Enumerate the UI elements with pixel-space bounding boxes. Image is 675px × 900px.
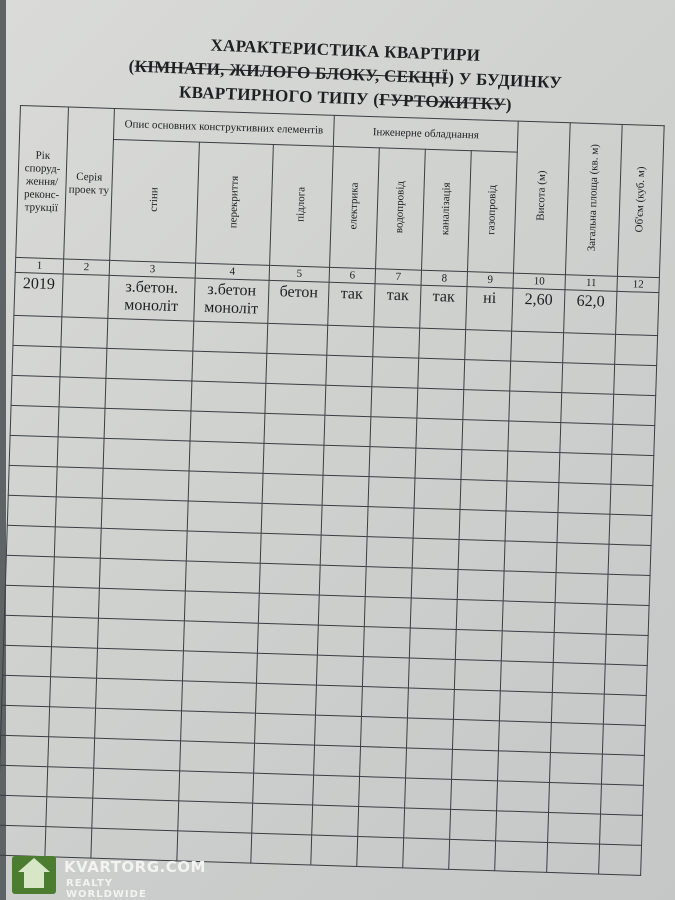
empty-cell <box>548 812 601 844</box>
empty-cell <box>599 844 642 875</box>
empty-cell <box>551 693 604 725</box>
empty-cell <box>510 361 563 393</box>
empty-cell <box>412 538 459 569</box>
empty-cell <box>455 629 502 660</box>
header-sewer: каналізація <box>422 149 472 271</box>
empty-cell <box>602 724 645 755</box>
empty-cell <box>326 355 373 386</box>
column-number: 6 <box>329 267 375 283</box>
empty-cell <box>103 438 190 471</box>
header-engineering-group: Інженерне обладнання <box>333 115 518 152</box>
empty-cell <box>372 357 419 388</box>
column-number: 8 <box>421 270 467 286</box>
empty-cell <box>105 378 192 411</box>
empty-cell <box>453 719 500 750</box>
header-flooring: підлога <box>270 144 334 267</box>
column-number: 12 <box>617 276 659 292</box>
cell-floors-ceilings: з.бетон моноліт <box>194 278 269 323</box>
empty-cell <box>453 689 500 720</box>
empty-cell <box>322 475 369 506</box>
cell-flooring: бетон <box>268 280 329 325</box>
empty-cell <box>321 505 368 536</box>
header-gas: газопровід <box>468 151 518 273</box>
empty-cell <box>461 450 508 481</box>
empty-cell <box>1 705 50 736</box>
empty-cell <box>563 333 616 365</box>
empty-cell <box>319 565 366 596</box>
empty-cell <box>362 657 409 688</box>
header-year: Рік споруд-ження/ реконс-трукції <box>16 106 69 259</box>
header-series: Серія проек ту <box>64 107 115 260</box>
empty-cell <box>406 748 453 779</box>
empty-cell <box>413 508 460 539</box>
empty-cell <box>508 421 561 453</box>
empty-cell <box>4 615 53 646</box>
empty-cell <box>184 591 259 623</box>
empty-cell <box>0 735 49 766</box>
empty-cell <box>101 498 188 531</box>
empty-cell <box>458 540 505 571</box>
empty-cell <box>600 814 643 845</box>
empty-cell <box>97 648 184 681</box>
empty-cell <box>52 587 99 618</box>
empty-cell <box>267 323 328 355</box>
blank-rows <box>0 315 658 875</box>
empty-cell <box>262 473 323 505</box>
empty-cell <box>179 771 254 803</box>
empty-cell <box>48 737 95 768</box>
empty-cell <box>59 377 106 408</box>
empty-cell <box>97 618 184 651</box>
struck-text: ГУРТОЖИТКУ <box>378 90 507 114</box>
empty-cell <box>418 358 465 389</box>
empty-cell <box>187 501 262 533</box>
empty-cell <box>13 315 62 346</box>
characteristics-table-wrapper <box>0 105 664 825</box>
empty-cell <box>503 571 556 603</box>
empty-cell <box>369 447 416 478</box>
empty-cell <box>370 417 417 448</box>
empty-cell <box>8 465 57 496</box>
empty-cell <box>50 677 97 708</box>
empty-cell <box>615 334 658 365</box>
empty-cell <box>256 683 317 715</box>
empty-cell <box>55 497 102 528</box>
empty-cell <box>178 801 253 833</box>
empty-cell <box>190 411 265 443</box>
empty-cell <box>611 454 654 485</box>
column-number: 11 <box>565 275 617 292</box>
empty-cell <box>549 782 602 814</box>
empty-cell <box>411 568 458 599</box>
empty-cell <box>313 775 360 806</box>
empty-cell <box>102 468 189 501</box>
empty-cell <box>498 751 551 783</box>
empty-cell <box>100 528 187 561</box>
document-title-line-1: ХАРАКТЕРИСТИКА КВАРТИРИ <box>210 35 481 65</box>
empty-cell <box>559 453 612 485</box>
empty-cell <box>464 360 511 391</box>
empty-cell <box>457 569 504 600</box>
empty-cell <box>2 675 51 706</box>
column-number: 5 <box>269 265 329 282</box>
empty-cell <box>407 688 454 719</box>
empty-cell <box>6 525 55 556</box>
empty-cell <box>4 585 53 616</box>
empty-cell <box>192 351 267 383</box>
empty-cell <box>452 749 499 780</box>
empty-cell <box>186 531 261 563</box>
empty-cell <box>501 631 554 663</box>
empty-cell <box>357 836 404 867</box>
empty-cell <box>46 797 93 828</box>
empty-cell <box>604 664 647 695</box>
empty-cell <box>93 768 180 801</box>
cell-total-area: 62,0 <box>564 290 617 335</box>
empty-cell <box>419 328 466 359</box>
empty-cell <box>561 393 614 425</box>
cell-series <box>62 274 109 318</box>
empty-cell <box>451 779 498 810</box>
empty-cell <box>5 555 54 586</box>
empty-cell <box>358 806 405 837</box>
empty-cell <box>364 597 411 628</box>
empty-cell <box>49 707 96 738</box>
empty-cell <box>408 658 455 689</box>
empty-cell <box>260 533 321 565</box>
column-number: 7 <box>375 269 421 285</box>
empty-cell <box>255 713 316 745</box>
empty-cell <box>51 617 98 648</box>
header-total-area: Загальна площа (кв. м) <box>565 123 622 277</box>
cell-electric: так <box>328 282 375 326</box>
empty-cell <box>366 537 413 568</box>
empty-cell <box>602 754 645 785</box>
empty-cell <box>417 388 464 419</box>
empty-cell <box>371 387 418 418</box>
cell-year: 2019 <box>14 272 63 316</box>
empty-cell <box>555 573 608 605</box>
empty-cell <box>318 595 365 626</box>
empty-cell <box>507 451 560 483</box>
empty-cell <box>11 375 60 406</box>
empty-cell <box>104 408 191 441</box>
empty-cell <box>410 598 457 629</box>
empty-cell <box>325 385 372 416</box>
cell-height: 2,60 <box>512 288 565 333</box>
empty-cell <box>502 601 555 633</box>
empty-cell <box>12 345 61 376</box>
empty-cell <box>106 348 193 381</box>
empty-cell <box>320 535 367 566</box>
empty-cell <box>193 321 268 353</box>
empty-cell <box>9 435 58 466</box>
document-page <box>6 0 675 900</box>
cell-water: так <box>374 284 421 328</box>
header-height: Висота (м) <box>514 121 571 275</box>
empty-cell <box>496 811 549 843</box>
empty-cell <box>415 448 462 479</box>
empty-cell <box>550 722 603 754</box>
empty-cell <box>256 653 317 685</box>
empty-cell <box>253 773 314 805</box>
empty-cell <box>500 661 553 693</box>
empty-cell <box>610 484 653 515</box>
empty-cell <box>553 633 606 665</box>
cell-sewer: так <box>420 285 467 329</box>
header-electric: електрика <box>330 146 380 268</box>
empty-cell <box>498 721 551 753</box>
cell-volume <box>616 291 659 335</box>
empty-cell <box>606 604 649 635</box>
empty-cell <box>367 507 414 538</box>
empty-cell <box>254 743 315 775</box>
empty-cell <box>56 467 103 498</box>
empty-cell <box>92 798 179 831</box>
cell-walls: з.бетон. моноліт <box>108 275 195 321</box>
empty-cell <box>107 318 194 351</box>
empty-cell <box>251 833 312 865</box>
empty-cell <box>57 437 104 468</box>
empty-cell <box>614 364 657 395</box>
empty-cell <box>605 634 648 665</box>
cell-gas: ні <box>466 287 513 331</box>
empty-cell <box>96 678 183 711</box>
empty-cell <box>414 478 461 509</box>
empty-cell <box>504 541 557 573</box>
watermark <box>8 852 206 900</box>
empty-cell <box>189 441 264 473</box>
empty-cell <box>188 471 263 503</box>
empty-cell <box>450 809 497 840</box>
empty-cell <box>368 477 415 508</box>
empty-cell <box>182 681 257 713</box>
empty-cell <box>94 738 181 771</box>
empty-cell <box>312 805 359 836</box>
empty-cell <box>511 331 564 363</box>
struck-text: КІМНАТИ, ЖИЛОГО БЛОКУ, СЕКЦІЇ <box>134 56 449 88</box>
empty-cell <box>323 445 370 476</box>
empty-cell <box>506 481 559 513</box>
empty-cell <box>324 415 371 446</box>
empty-cell <box>54 527 101 558</box>
empty-cell <box>316 655 363 686</box>
empty-cell <box>266 353 327 385</box>
empty-cell <box>0 765 48 796</box>
empty-cell <box>180 741 255 773</box>
empty-cell <box>327 325 374 356</box>
column-number: 10 <box>513 273 565 290</box>
empty-cell <box>182 651 257 683</box>
empty-cell <box>556 543 609 575</box>
document-title-line-3: КВАРТИРНОГО ТИПУ (ГУРТОЖИТКУ) <box>178 82 513 115</box>
empty-cell <box>557 513 610 545</box>
empty-cell <box>60 347 107 378</box>
empty-cell <box>601 784 644 815</box>
empty-cell <box>607 574 650 605</box>
empty-cell <box>552 663 605 695</box>
header-volume: Об'єм (куб. м) <box>617 124 664 277</box>
empty-cell <box>403 838 450 869</box>
empty-cell <box>359 776 406 807</box>
empty-cell <box>311 835 358 866</box>
empty-cell <box>98 588 185 621</box>
empty-cell <box>562 363 615 395</box>
empty-cell <box>456 599 503 630</box>
empty-cell <box>550 752 603 784</box>
empty-cell <box>459 510 506 541</box>
empty-cell <box>560 423 613 455</box>
watermark-tagline: REALTY WORLDWIDE <box>66 878 147 900</box>
empty-cell <box>509 391 562 423</box>
empty-cell <box>263 443 324 475</box>
empty-cell <box>10 405 59 436</box>
empty-cell <box>465 330 512 361</box>
house-icon <box>12 856 56 894</box>
column-number: 1 <box>15 257 63 274</box>
empty-cell <box>58 407 105 438</box>
empty-cell <box>613 394 656 425</box>
empty-cell <box>373 327 420 358</box>
watermark-brand: KVARTORG.COM <box>64 858 206 876</box>
empty-cell <box>363 627 410 658</box>
empty-cell <box>0 795 47 826</box>
empty-cell <box>265 383 326 415</box>
empty-cell <box>361 687 408 718</box>
empty-cell <box>554 603 607 635</box>
empty-cell <box>361 717 408 748</box>
empty-cell <box>317 625 364 656</box>
empty-cell <box>603 694 646 725</box>
column-number: 4 <box>195 263 269 280</box>
empty-cell <box>314 745 361 776</box>
header-floors-ceilings: перекриття <box>196 142 274 265</box>
column-number: 9 <box>467 272 513 288</box>
empty-cell <box>95 708 182 741</box>
column-number: 2 <box>63 259 109 275</box>
empty-cell <box>547 842 600 874</box>
empty-cell <box>185 561 260 593</box>
header-walls: стіни <box>110 139 200 263</box>
empty-cell <box>264 413 325 445</box>
empty-cell <box>257 623 318 655</box>
empty-cell <box>505 511 558 543</box>
empty-cell <box>360 747 407 778</box>
empty-cell <box>315 715 362 746</box>
empty-cell <box>3 645 52 676</box>
characteristics-table <box>0 105 665 876</box>
empty-cell <box>454 659 501 690</box>
empty-cell <box>612 424 655 455</box>
empty-cell <box>409 628 456 659</box>
empty-cell <box>47 767 94 798</box>
empty-cell <box>609 514 652 545</box>
empty-cell <box>183 621 258 653</box>
empty-cell <box>181 711 256 743</box>
empty-cell <box>497 781 550 813</box>
empty-cell <box>558 483 611 515</box>
empty-cell <box>416 418 463 449</box>
empty-cell <box>61 317 108 348</box>
column-number: 3 <box>109 260 195 278</box>
empty-cell <box>460 480 507 511</box>
empty-cell <box>608 544 651 575</box>
empty-cell <box>99 558 186 591</box>
empty-cell <box>405 778 452 809</box>
empty-cell <box>495 841 548 873</box>
empty-cell <box>261 503 322 535</box>
empty-cell <box>365 567 412 598</box>
empty-cell <box>499 691 552 723</box>
empty-cell <box>407 718 454 749</box>
empty-cell <box>316 685 363 716</box>
empty-cell <box>449 839 496 870</box>
empty-cell <box>462 420 509 451</box>
empty-cell <box>51 647 98 678</box>
empty-cell <box>53 557 100 588</box>
empty-cell <box>7 495 56 526</box>
empty-cell <box>404 808 451 839</box>
empty-cell <box>463 390 510 421</box>
empty-cell <box>191 381 266 413</box>
document-title-line-2: (КІМНАТИ, ЖИЛОГО БЛОКУ, СЕКЦІЇ) У БУДИНКУ <box>128 56 563 93</box>
empty-cell <box>259 563 320 595</box>
header-water: водопровід <box>376 148 426 270</box>
empty-cell <box>258 593 319 625</box>
header-construction-group: Опис основних конструктивних елементів <box>113 108 334 146</box>
empty-cell <box>252 803 313 835</box>
